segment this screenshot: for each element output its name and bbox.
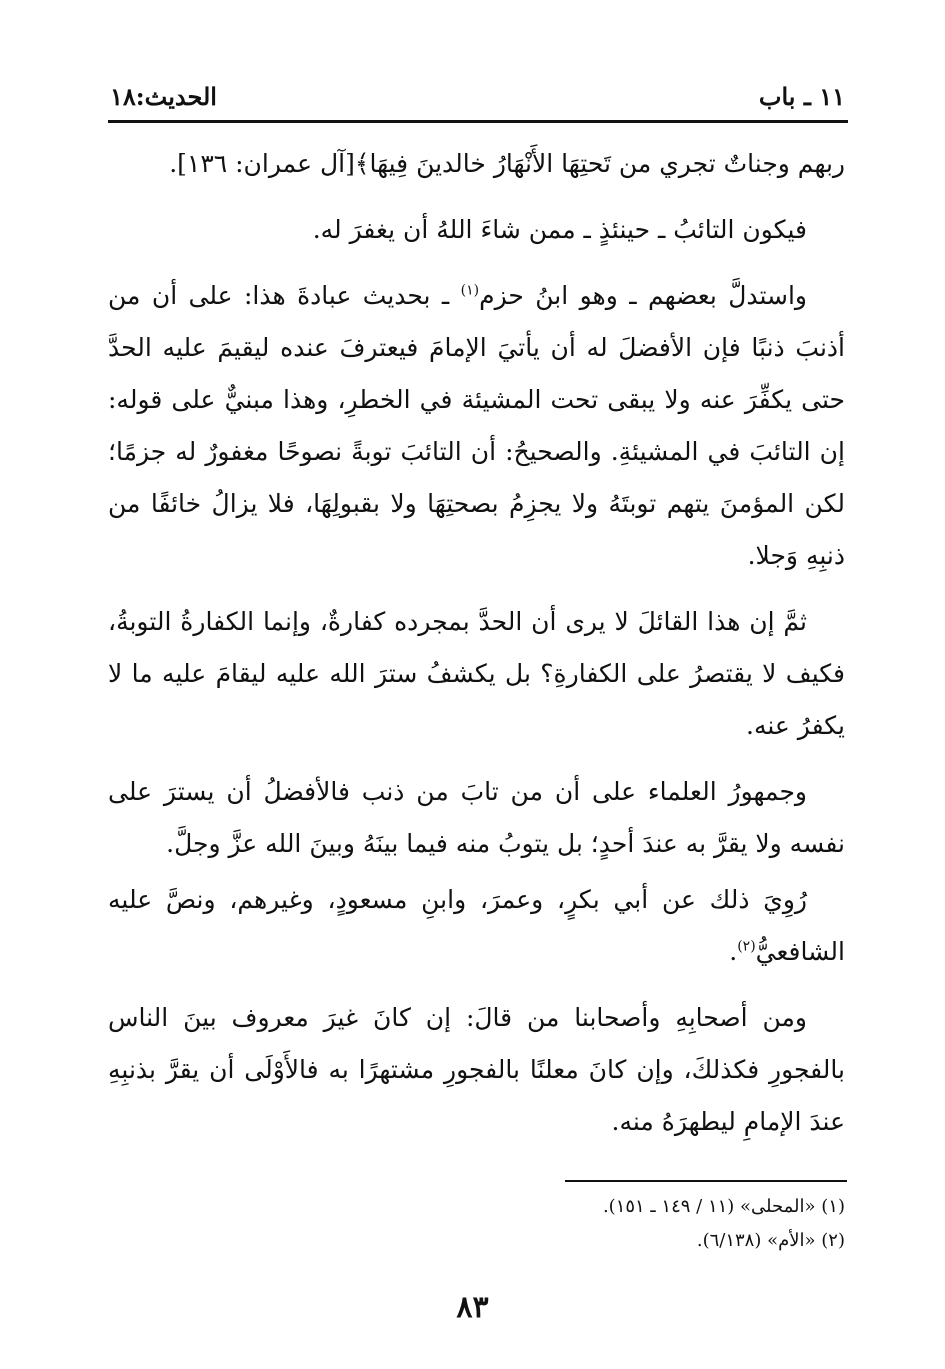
paragraph-6-end: . xyxy=(729,937,738,966)
paragraph-6-start: رُوِيَ ذلك عن أبي بكرٍ، وعمرَ، وابنِ مسعودٍ، وغيرهم، ونصَّ عليه الشافعيُّ xyxy=(108,885,845,966)
paragraph-6 xyxy=(108,874,845,978)
footnote-marker-1: (١) xyxy=(460,282,480,299)
paragraph-7: ومن أصحابِهِ وأصحابنا من قالَ: إن كانَ غيرَ معروف بينَ الناس بالفجورِ فكذلكَ، وإن كانَ معلنًا بالفجورِ مشتهرًا به فالأَوْلَى أن يقرَّ بذنبِهِ عندَ الإمامِ ليطهرَهُ منه. xyxy=(108,1003,845,1136)
paragraph-3-start: واستدلَّ بعضهم ـ وهو ابنُ حزم xyxy=(479,281,808,310)
header-divider xyxy=(108,120,848,123)
footnotes xyxy=(400,1190,845,1258)
footnote-marker-2: (٢) xyxy=(737,938,756,955)
paragraph-5: وجمهورُ العلماء على أن من تابَ من ذنب فالأفضلُ أن يسترَ على نفسه ولا يقرَّ به عندَ أحدٍ؛ بل يتوبُ منه فيما بينَهُ وبينَ الله عزَّ وجلَّ. xyxy=(108,777,845,858)
footnote-1: (١) «المحلى» (١١ / ١٤٩ ـ ١٥١). xyxy=(602,1196,845,1217)
footnote-divider xyxy=(565,1180,847,1182)
paragraph-3 xyxy=(108,270,845,582)
running-header xyxy=(110,82,845,118)
hadith-number: الحديث:١٨ xyxy=(110,82,217,111)
chapter-title: ١١ ـ باب xyxy=(758,82,845,111)
paragraph-1: ربهم وجناتٌ تجري من تَحتِهَا الأَنْهَارُ خالدينَ فِيهَا﴾[آل عمران: ١٣٦]. xyxy=(169,149,845,178)
paragraph-4: ثمَّ إن هذا القائلَ لا يرى أن الحدَّ بمجرده كفارةٌ، وإنما الكفارةُ التوبةُ، فكيف لا يقتصرُ على الكفارةِ؟ بل يكشفُ سترَ الله عليه ليقامَ عليه ما لا يكفرُ عنه. xyxy=(108,607,845,740)
main-text xyxy=(108,138,845,1162)
footnote-2: (٢) «الأم» (٦/١٣٨). xyxy=(696,1230,845,1251)
paragraph-2: فيكون التائبُ ـ حينئذٍ ـ ممن شاءَ اللهُ أن يغفرَ له. xyxy=(312,215,807,244)
paragraph-3-rest: ـ بحديث عبادةَ هذا: على أن من أذنبَ ذنبًا فإن الأفضلَ له أن يأتيَ الإمامَ فيعترفَ عنده ليقيمَ عليه الحدَّ حتى يكفِّرَ عنه ولا يبقى تحت المشيئة في الخطرِ، وهذا مبنيٌّ على قوله: إن التائبَ في المشيئةِ. والصحيحُ: أن التائبَ توبةً نصوحًا مغفورٌ له جزمًا؛ لكن المؤمنَ يتهم توبتَهُ ولا يجزِمُ بصحتِهَا ولا بقبولِهَا، فلا يزالُ خائفًا من ذنبِهِ وَجلا. xyxy=(108,281,845,570)
page-number: ٨٣ xyxy=(456,1290,489,1325)
